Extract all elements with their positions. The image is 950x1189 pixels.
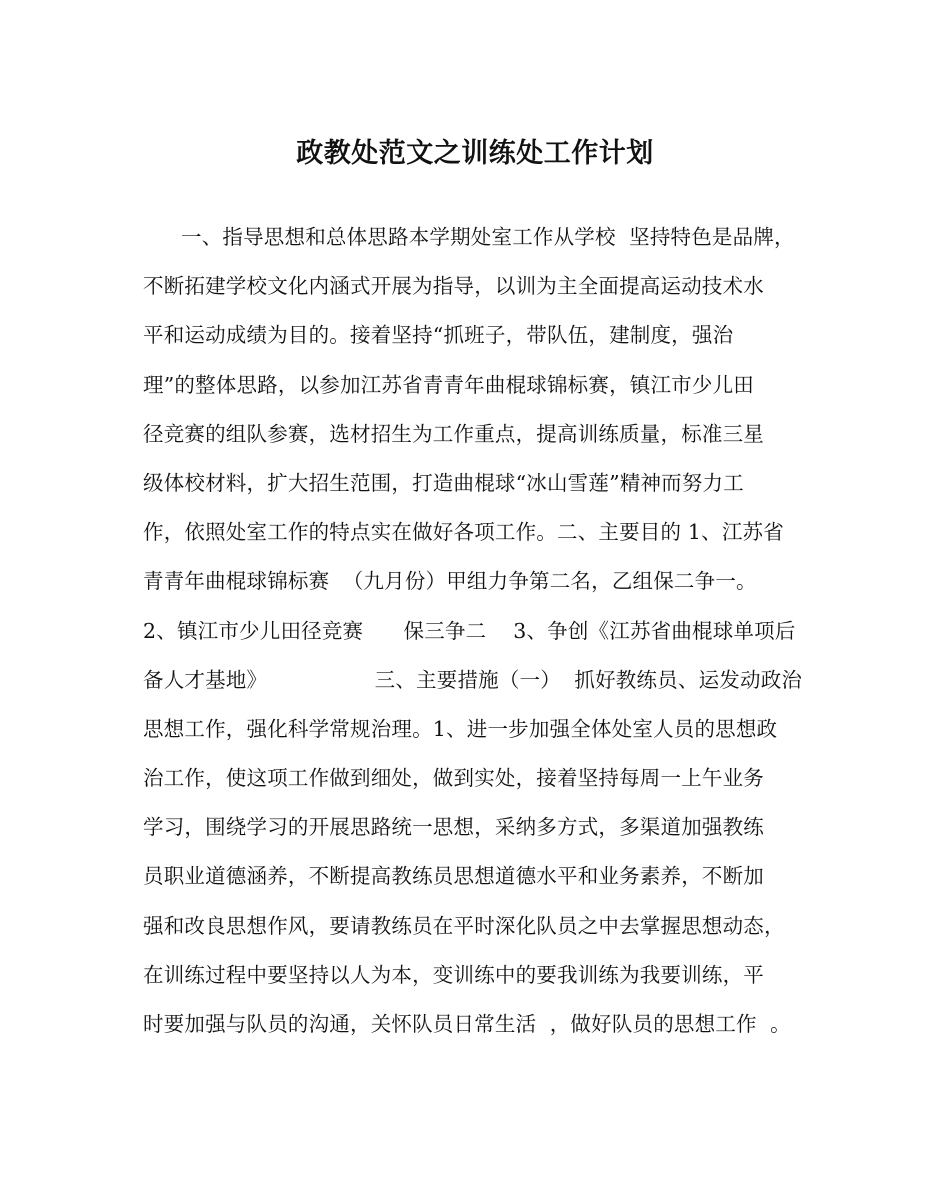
body-line: 思想工作，强化科学常规治理。1、进一步加强全体处室人员的思想政 bbox=[143, 716, 778, 741]
body-line: 治工作，使这项工作做到细处，做到实处，接着坚持每周一上午业务 bbox=[143, 766, 764, 791]
body-line: 平和运动成绩为目的。接着坚持“抓班子，带队伍，建制度，强治 bbox=[143, 323, 734, 348]
document-title: 政教处范文之训练处工作计划 bbox=[296, 138, 654, 169]
body-line: 时要加强与队员的沟通，关怀队员日常生活 ，做好队员的思想工作 。 bbox=[143, 1012, 791, 1036]
body-line: 一、指导思想和总体思路本学期处室工作从学校 坚持特色是品牌， bbox=[181, 225, 795, 249]
body-line: 学习，围绕学习的开展思路统一思想，采纳多方式，多渠道加强教练 bbox=[143, 815, 764, 840]
body-line: 径竞赛的组队参赛，选材招生为工作重点，提高训练质量，标准三星 bbox=[143, 421, 764, 446]
body-line: 不断拓建学校文化内涵式开展为指导，以训为主全面提高运动技术水 bbox=[143, 274, 764, 299]
body-line: 员职业道德涵养，不断提高教练员思想道德水平和业务素养，不断加 bbox=[143, 864, 764, 889]
body-line: 2、镇江市少儿田径竞赛 保三争二 3、争创《江苏省曲棍球单项后 bbox=[143, 618, 796, 643]
body-line: 级体校材料，扩大招生范围，打造曲棍球“冰山雪莲”精神而努力工 bbox=[143, 470, 744, 495]
body-line: 在训练过程中要坚持以人为本，变训练中的要我训练为我要训练，平 bbox=[143, 962, 764, 987]
body-line: 青青年曲棍球锦标赛 （九月份）甲组力争第二名，乙组保二争一。 bbox=[143, 569, 757, 594]
body-line: 备人才基地》 三、主要措施（一） 抓好教练员、运发动政治 bbox=[143, 667, 803, 692]
document-body bbox=[143, 222, 823, 1058]
body-line: 强和改良思想作风，要请教练员在平时深化队员之中去掌握思想动态， bbox=[143, 913, 785, 938]
body-line: 理”的整体思路，以参加江苏省青青年曲棍球锦标赛，镇江市少儿田 bbox=[143, 372, 754, 397]
body-line: 作，依照处室工作的特点实在做好各项工作。二、主要目的 1、江苏省 bbox=[143, 520, 784, 545]
